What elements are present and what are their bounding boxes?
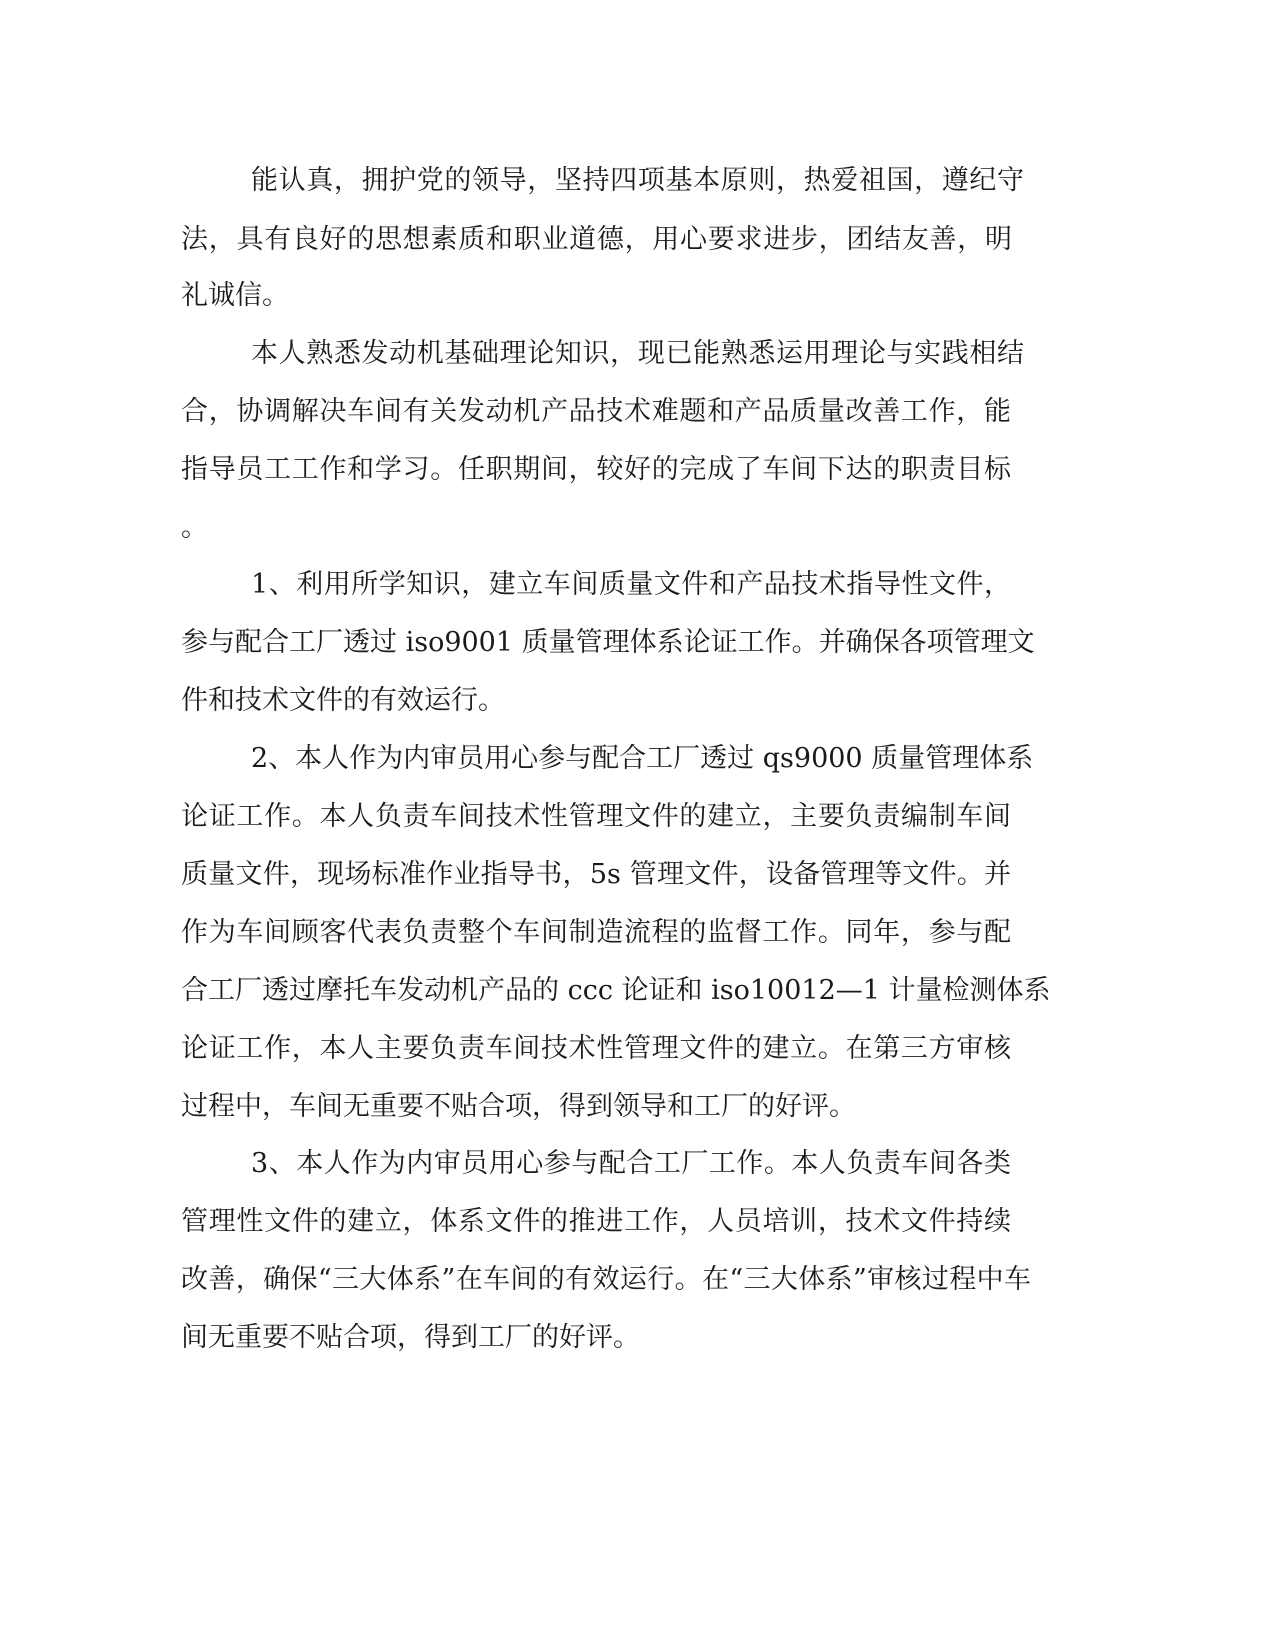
paragraph-1-line-1: 能认真，拥护党的领导，坚持四项基本原则，热爱祖国，遵纪守 [251,165,1024,196]
paragraph-4-line-4: 作为车间顾客代表负责整个车间制造流程的监督工作。同年，参与配 [181,917,1011,948]
paragraph-4-line-2: 论证工作。本人负责车间技术性管理文件的建立，主要负责编制车间 [181,801,1011,832]
paragraph-5-line-1: 3、本人作为内审员用心参与配合工厂工作。本人负责车间各类 [251,1148,1011,1179]
paragraph-2-line-2: 合，协调解决车间有关发动机产品技术难题和产品质量改善工作，能 [181,396,1011,427]
paragraph-4-line-7: 过程中，车间无重要不贴合项，得到领导和工厂的好评。 [181,1091,856,1122]
paragraph-3-line-2: 参与配合工厂透过 iso9001 质量管理体系论证工作。并确保各项管理文 [181,627,1035,658]
paragraph-1-line-2: 法，具有良好的思想素质和职业道德，用心要求进步，团结友善，明 [181,224,1012,255]
paragraph-1-line-3: 礼诚信。 [181,280,289,311]
paragraph-2-line-3: 指导员工工作和学习。任职期间，较好的完成了车间下达的职责目标 [181,454,1011,485]
paragraph-2-line-4: 。 [181,512,208,543]
paragraph-3-line-1: 1、利用所学知识，建立车间质量文件和产品技术指导性文件， [251,569,1011,600]
paragraph-4-line-6: 论证工作，本人主要负责车间技术性管理文件的建立。在第三方审核 [181,1033,1011,1064]
paragraph-3-line-3: 件和技术文件的有效运行。 [181,685,505,716]
paragraph-2-line-1: 本人熟悉发动机基础理论知识，现已能熟悉运用理论与实践相结 [251,338,1024,369]
paragraph-5-line-3: 改善，确保“三大体系”在车间的有效运行。在“三大体系”审核过程中车 [181,1264,1031,1295]
paragraph-5-line-4: 间无重要不贴合项，得到工厂的好评。 [181,1322,640,1353]
paragraph-5-line-2: 管理性文件的建立，体系文件的推进工作，人员培训，技术文件持续 [181,1206,1011,1237]
paragraph-4-line-5: 合工厂透过摩托车发动机产品的 ccc 论证和 iso10012—1 计量检测体系 [181,975,1051,1006]
paragraph-4-line-3: 质量文件，现场标准作业指导书，5s 管理文件，设备管理等文件。并 [181,859,1011,890]
paragraph-4-line-1: 2、本人作为内审员用心参与配合工厂透过 qs9000 质量管理体系 [251,743,1034,774]
